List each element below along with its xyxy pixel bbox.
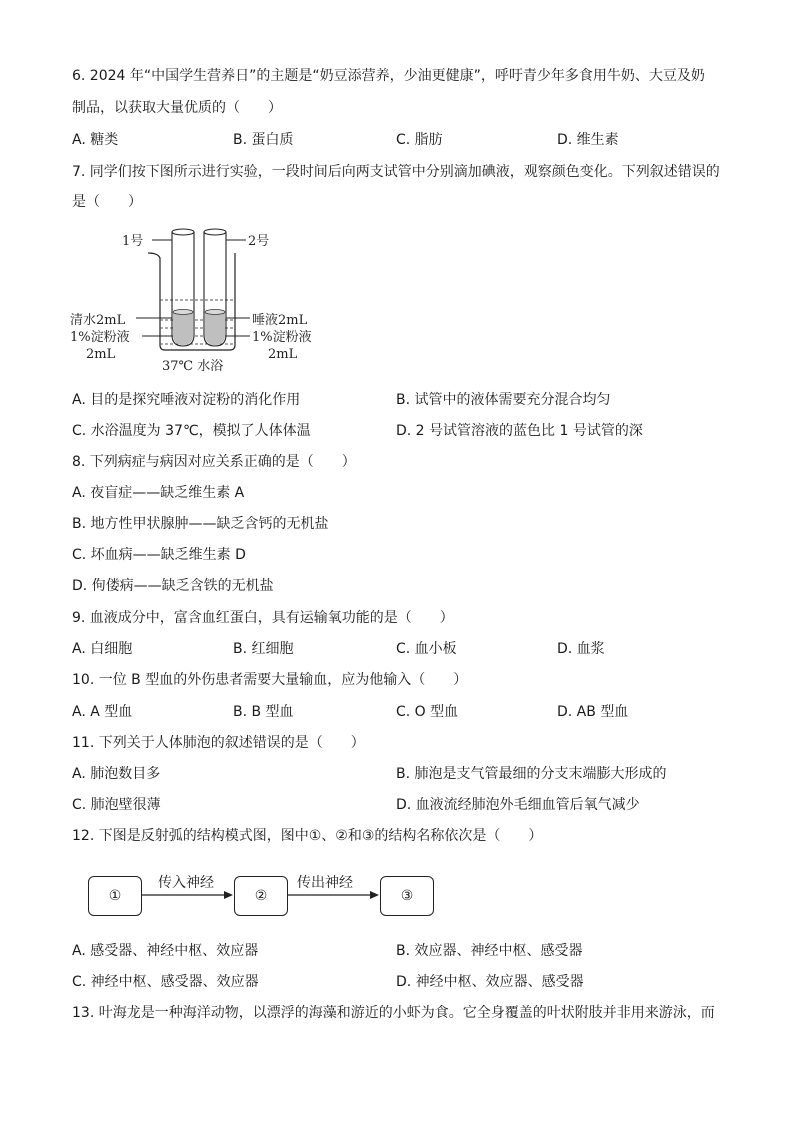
q8-option-b: B. 地方性甲状腺肿——缺乏含钙的无机盐	[72, 516, 329, 532]
tube1-label: 1号	[122, 234, 144, 249]
q11-option-b: B. 肺泡是支气管最细的分支末端膨大形成的	[396, 766, 667, 782]
q8-option-c: C. 坏血病——缺乏维生素 D	[72, 547, 246, 563]
q7-option-d: D. 2 号试管溶液的蓝色比 1 号试管的深	[396, 423, 643, 439]
q12-option-b: B. 效应器、神经中枢、感受器	[396, 943, 583, 959]
reflex-box-1: ①	[88, 876, 142, 916]
q6-option-b: B. 蛋白质	[233, 132, 294, 148]
q9-option-c: C. 血小板	[396, 641, 457, 657]
efferent-nerve-label: 传出神经	[297, 875, 353, 891]
reflex-box-3: ③	[380, 876, 434, 916]
q6-option-d: D. 维生素	[557, 132, 619, 148]
q12-option-d: D. 神经中枢、效应器、感受器	[396, 974, 584, 990]
q7-option-c: C. 水浴温度为 37℃，模拟了人体体温	[72, 423, 311, 439]
q10-option-c: C. O 型血	[396, 704, 459, 720]
right-label-saliva: 唾液2mL	[252, 313, 308, 328]
q9-option-d: D. 血浆	[557, 641, 605, 657]
q10-option-d: D. AB 型血	[557, 704, 629, 720]
q11-option-c: C. 肺泡壁很薄	[72, 797, 161, 813]
reflex-arrows	[88, 866, 438, 918]
q7-option-b: B. 试管中的液体需要充分混合均匀	[396, 392, 611, 408]
q11-option-a: A. 肺泡数目多	[72, 766, 161, 782]
afferent-nerve-label: 传入神经	[158, 875, 214, 891]
tube2-label: 2号	[248, 234, 270, 249]
experiment-figure	[70, 220, 340, 380]
q8-stem: 8. 下列病症与病因对应关系正确的是（ ）	[72, 454, 356, 470]
left-label-water: 清水2mL	[70, 313, 126, 328]
q6-stem-line2: 制品，以获取大量优质的（ ）	[72, 100, 282, 116]
q10-option-b: B. B 型血	[233, 704, 294, 720]
right-label-starch: 1%淀粉液	[252, 330, 312, 345]
q7-option-a: A. 目的是探究唾液对淀粉的消化作用	[72, 392, 301, 408]
q12-option-c: C. 神经中枢、感受器、效应器	[72, 974, 259, 990]
q9-stem: 9. 血液成分中，富含血红蛋白，具有运输氧功能的是（ ）	[72, 610, 454, 626]
reflex-box-2: ②	[234, 876, 288, 916]
water-bath-label: 37℃ 水浴	[162, 359, 224, 374]
q8-option-d: D. 佝偻病——缺乏含铁的无机盐	[72, 578, 274, 594]
q8-option-a: A. 夜盲症——缺乏维生素 A	[72, 485, 245, 501]
q10-option-a: A. A 型血	[72, 704, 133, 720]
q13-stem-line1: 13. 叶海龙是一种海洋动物，以漂浮的海藻和游近的小虾为食。它全身覆盖的叶状附肢并非用来游泳，而	[72, 1005, 715, 1021]
q6-option-a: A. 糖类	[72, 132, 119, 148]
q6-option-c: C. 脂肪	[396, 132, 443, 148]
q6-stem-line1: 6. 2024 年“中国学生营养日”的主题是“奶豆添营养，少油更健康”，呼吁青少年多食用牛奶、大豆及奶	[72, 68, 705, 84]
q10-stem: 10. 一位 B 型血的外伤患者需要大量输血，应为他输入（ ）	[72, 672, 468, 688]
q7-stem-line1: 7. 同学们按下图所示进行实验，一段时间后向两支试管中分别滴加碘液，观察颜色变化。下列叙述错误的	[72, 164, 720, 180]
beaker-test-tube-diagram	[70, 220, 340, 380]
q9-option-a: A. 白细胞	[72, 641, 133, 657]
q11-option-d: D. 血液流经肺泡外毛细血管后氧气减少	[396, 797, 640, 813]
q7-stem-line2: 是（ ）	[72, 194, 142, 210]
right-label-volume: 2mL	[268, 347, 298, 362]
q12-stem: 12. 下图是反射弧的结构模式图，图中①、②和③的结构名称依次是（ ）	[72, 828, 543, 844]
q11-stem: 11. 下列关于人体肺泡的叙述错误的是（ ）	[72, 735, 365, 751]
reflex-arc-figure	[88, 866, 438, 918]
q9-option-b: B. 红细胞	[233, 641, 294, 657]
left-label-starch: 1%淀粉液	[70, 330, 130, 345]
q12-option-a: A. 感受器、神经中枢、效应器	[72, 943, 259, 959]
left-label-volume: 2mL	[86, 347, 116, 362]
